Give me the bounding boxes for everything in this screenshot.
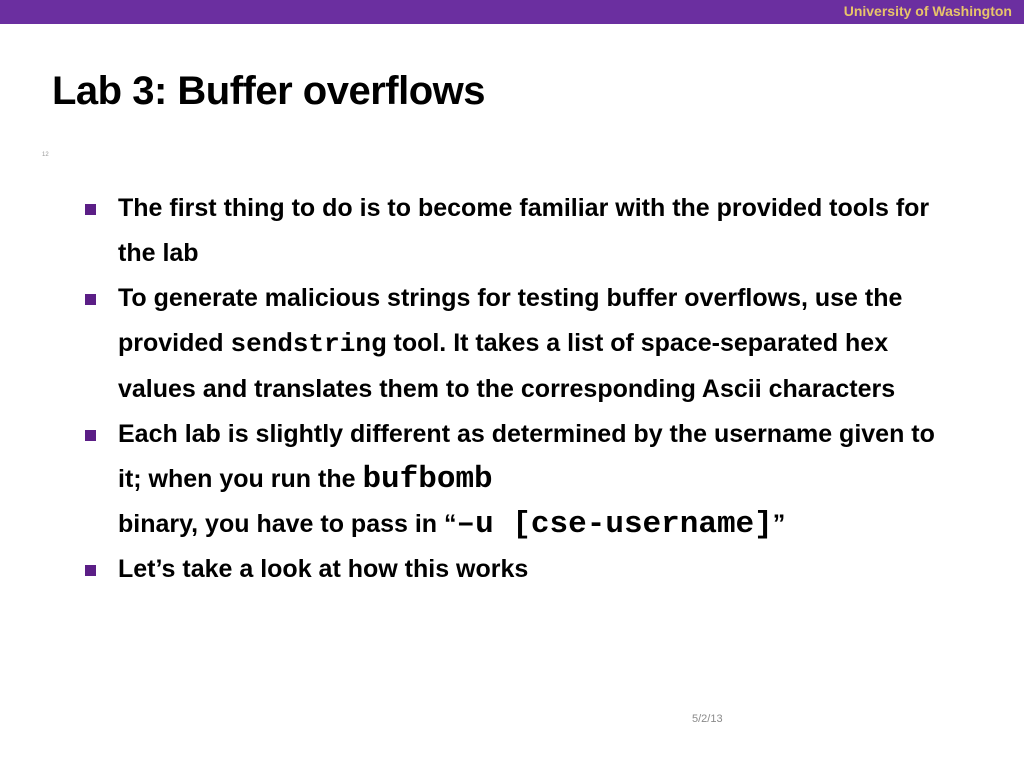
square-bullet-icon: [85, 294, 96, 305]
bullet-text: binary, you have to pass in “: [118, 510, 457, 538]
bullet-item: [80, 276, 960, 412]
bullet-item: [80, 547, 960, 592]
bullet-text: To generate malicious strings for testing buffer overflows, use the provided: [118, 284, 903, 357]
slide-date: 5/2/13: [692, 713, 723, 725]
bullet-text: ”: [772, 510, 786, 538]
institution-name: University of Washington: [843, 3, 1012, 19]
header-bar: [0, 0, 1024, 24]
bullet-item: [80, 412, 960, 547]
bullet-text: The first thing to do is to become familiar with the provided tools for the lab: [118, 194, 930, 267]
code-sendstring: sendstring: [230, 329, 387, 359]
bullet-list: [80, 186, 960, 592]
bullet-item: [80, 186, 960, 276]
square-bullet-icon: [85, 565, 96, 576]
square-bullet-icon: [85, 430, 96, 441]
bullet-text: Each lab is slightly different as determined by the username given to it; when you run the: [118, 420, 935, 493]
bullet-text: Let’s take a look at how this works: [118, 555, 529, 583]
code-bufbomb: bufbomb: [362, 462, 493, 497]
slide-title: Lab 3: Buffer overflows: [52, 69, 486, 113]
bullet-text: tool. It takes a list of space-separated hex values and translates them to the corresponding Ascii characters: [118, 329, 896, 403]
code-username-flag: –u [cse-username]: [456, 507, 773, 542]
square-bullet-icon: [85, 204, 96, 215]
slide-number: 12: [42, 152, 49, 158]
